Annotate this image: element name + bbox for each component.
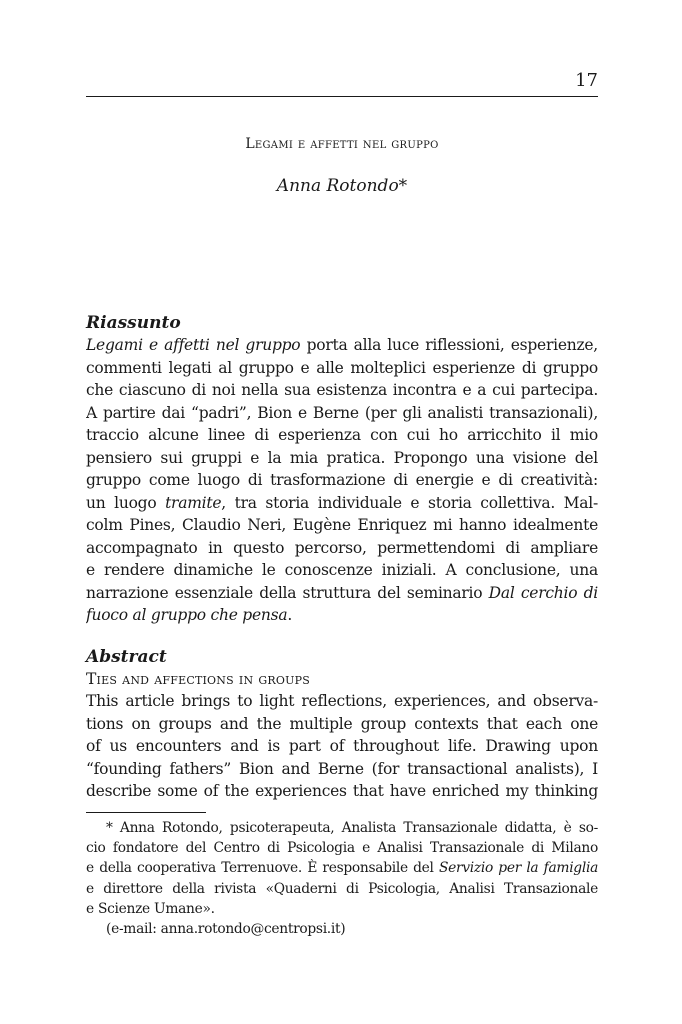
riassunto-line: che ciascuno di noi nella sua esistenza incontra e a cui partecipa. — [86, 381, 598, 399]
abstract-section — [86, 646, 598, 803]
riassunto-text: . — [287, 606, 293, 624]
footnote-line: * Anna Rotondo, psicoterapeuta, Analista Transazionale didatta, è so- — [106, 820, 598, 836]
riassunto-line — [86, 334, 598, 357]
footnote-service-name: Servizio per la famiglia — [438, 860, 598, 877]
riassunto-line: traccio alcune linee di esperienza con cui ho arricchito il mio — [86, 426, 598, 444]
riassunto-section — [86, 312, 598, 627]
footnote — [86, 818, 598, 939]
riassunto-line: pensiero sui gruppi e la mia pratica. Propongo una visione del — [86, 448, 598, 467]
riassunto-text: porta alla luce riflessioni, esperienze, — [300, 336, 598, 354]
riassunto-seminar-title: Dal cerchio di — [488, 583, 598, 602]
footnote-rule — [86, 812, 206, 813]
footnote-line — [86, 858, 598, 878]
riassunto-seminar-title: fuoco al gruppo che pensa — [86, 606, 288, 624]
riassunto-line — [86, 604, 598, 627]
riassunto-line: accompagnato in questo percorso, permettendomi di ampliare — [86, 538, 598, 557]
article-author: Anna Rotondo* — [276, 176, 408, 196]
page — [86, 0, 598, 1024]
riassunto-line: commenti legati al gruppo e alle molteplici esperienze di gruppo — [86, 358, 598, 377]
riassunto-line — [86, 582, 598, 605]
abstract-subtitle: Ties and affections in groups — [86, 670, 310, 688]
riassunto-line: e rendere dinamiche le conoscenze iniziali. A conclusione, una — [86, 561, 598, 579]
abstract-line: This article brings to light reflections, experiences, and observa- — [86, 692, 598, 710]
riassunto-line — [86, 492, 598, 515]
abstract-line: “founding fathers” Bion and Berne (for transactional analists), I — [86, 759, 598, 778]
riassunto-title-ref: Legami e affetti nel gruppo — [86, 336, 301, 354]
abstract-line: of us encounters and is part of throughout life. Drawing upon — [86, 737, 598, 755]
riassunto-line: colm Pines, Claudio Neri, Eugène Enriquez mi hanno idealmente — [86, 516, 598, 534]
page-number: 17 — [575, 70, 598, 91]
riassunto-text: , tra storia individuale e storia collettiva. Mal- — [221, 493, 598, 512]
header-rule — [86, 96, 598, 97]
riassunto-line: gruppo come luogo di trasformazione di energie e di creatività: — [86, 471, 598, 489]
riassunto-heading: Riassunto — [86, 313, 181, 333]
riassunto-text: narrazione essenziale della struttura del seminario — [86, 583, 489, 602]
footnote-line: cio fondatore del Centro di Psicologia e Analisi Transazionale di Milano — [86, 840, 598, 857]
footnote-text: e della cooperativa Terrenuove. È responsabile del — [86, 860, 439, 877]
abstract-line: tions on groups and the multiple group contexts that each one — [86, 714, 598, 733]
riassunto-emphasis: tramite — [165, 493, 222, 512]
article-title: Legami e affetti nel gruppo — [245, 136, 439, 152]
abstract-heading: Abstract — [86, 647, 167, 667]
riassunto-line: A partire dai “padri”, Bion e Berne (per gli analisti transazionali), — [86, 403, 598, 422]
footnote-line: e direttore della rivista «Quaderni di Psicologia, Analisi Transazionale — [86, 880, 598, 897]
riassunto-text: un luogo — [86, 493, 166, 512]
footnote-email: (e-mail: anna.rotondo@centropsi.it) — [106, 920, 346, 937]
abstract-line: describe some of the experiences that have enriched my thinking — [86, 782, 598, 800]
footnote-line: e Scienze Umane». — [86, 900, 215, 917]
